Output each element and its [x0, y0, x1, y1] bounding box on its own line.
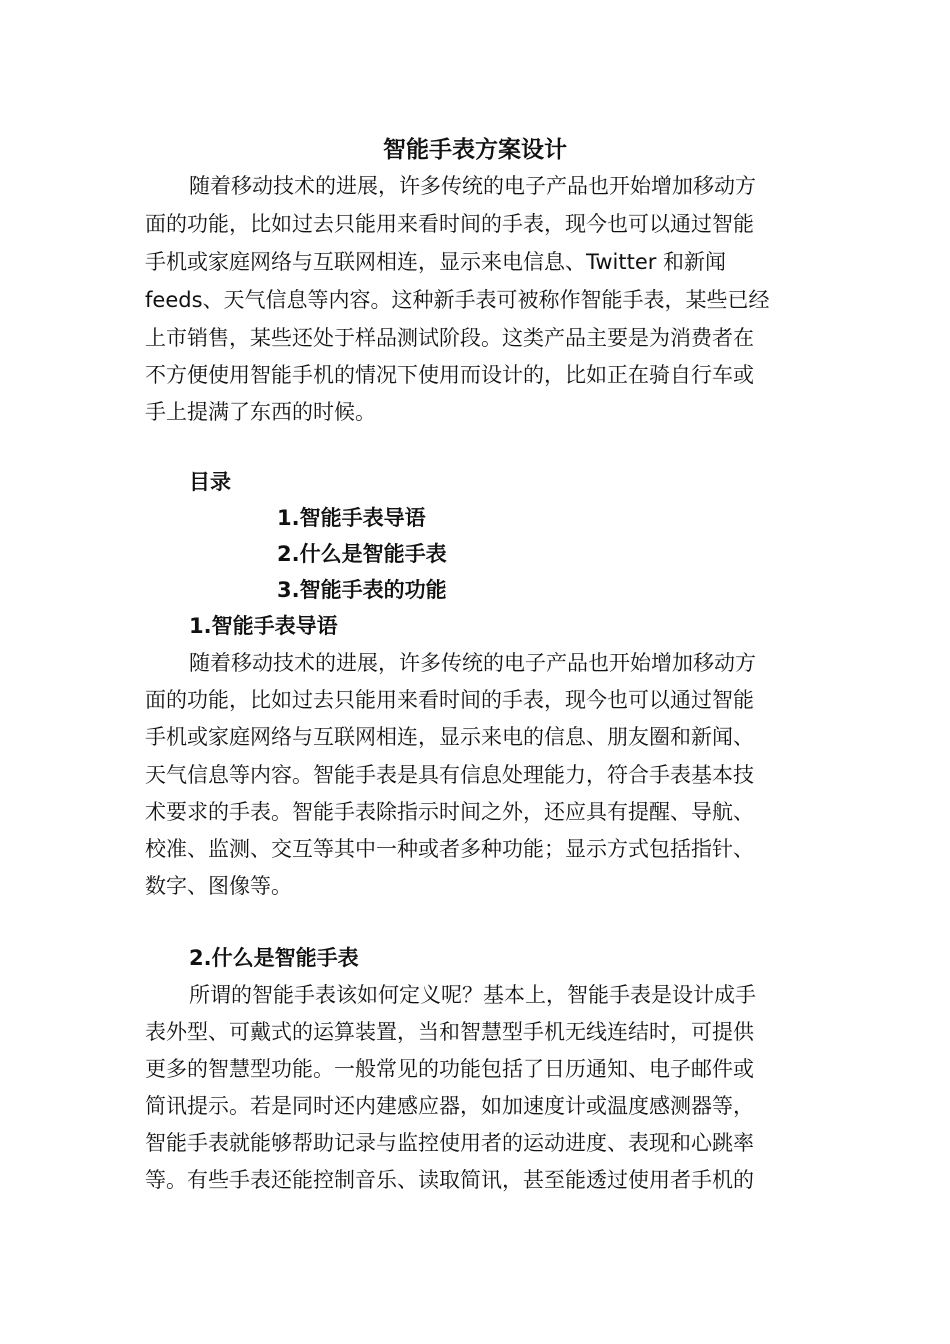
section-heading: 2.什么是智能手表: [189, 946, 359, 970]
section2-line: 智能手表就能够帮助记录与监控使用者的运动进度、表现和心跳率: [145, 1131, 754, 1155]
toc-label: 目录: [189, 470, 231, 494]
intro-line: 手机或家庭网络与互联网相连，显示来电信息、Twitter 和新闻: [145, 250, 727, 274]
section1-line: 术要求的手表。智能手表除指示时间之外，还应具有提醒、导航、: [145, 800, 754, 824]
section2-line: 表外型、可戴式的运算装置，当和智慧型手机无线连结时，可提供: [145, 1020, 754, 1044]
document-title: 智能手表方案设计: [383, 137, 567, 163]
section2-line: 简讯提示。若是同时还内建感应器，如加速度计或温度感测器等，: [145, 1094, 754, 1118]
section1-line: 面的功能，比如过去只能用来看时间的手表，现今也可以通过智能: [145, 688, 754, 712]
toc-item: 1.智能手表导语: [277, 506, 426, 530]
section2-line: 更多的智慧型功能。一般常见的功能包括了日历通知、电子邮件或: [145, 1057, 754, 1081]
intro-line: 面的功能，比如过去只能用来看时间的手表，现今也可以通过智能: [145, 212, 754, 236]
section-heading: 1.智能手表导语: [189, 614, 338, 638]
section1-line: 数字、图像等。: [145, 874, 292, 898]
section1-line: 随着移动技术的进展，许多传统的电子产品也开始增加移动方: [189, 651, 756, 675]
section1-line: 校准、监测、交互等其中一种或者多种功能；显示方式包括指针、: [145, 837, 754, 861]
section2-line: 等。有些手表还能控制音乐、读取简讯，甚至能透过使用者手机的: [145, 1168, 754, 1192]
intro-line: 随着移动技术的进展，许多传统的电子产品也开始增加移动方: [189, 174, 756, 198]
section1-line: 手机或家庭网络与互联网相连，显示来电的信息、朋友圈和新闻、: [145, 725, 754, 749]
intro-line: 上市销售，某些还处于样品测试阶段。这类产品主要是为消费者在: [145, 326, 754, 350]
section2-line: 所谓的智能手表该如何定义呢？基本上，智能手表是设计成手: [189, 983, 756, 1007]
toc-item: 3.智能手表的功能: [277, 578, 447, 602]
intro-line: feeds、天气信息等内容。这种新手表可被称作智能手表，某些已经: [145, 288, 770, 312]
toc-item: 2.什么是智能手表: [277, 542, 447, 566]
intro-line: 手上提满了东西的时候。: [145, 400, 376, 424]
section1-line: 天气信息等内容。智能手表是具有信息处理能力，符合手表基本技: [145, 763, 754, 787]
intro-line: 不方便使用智能手机的情况下使用而设计的，比如正在骑自行车或: [145, 363, 754, 387]
